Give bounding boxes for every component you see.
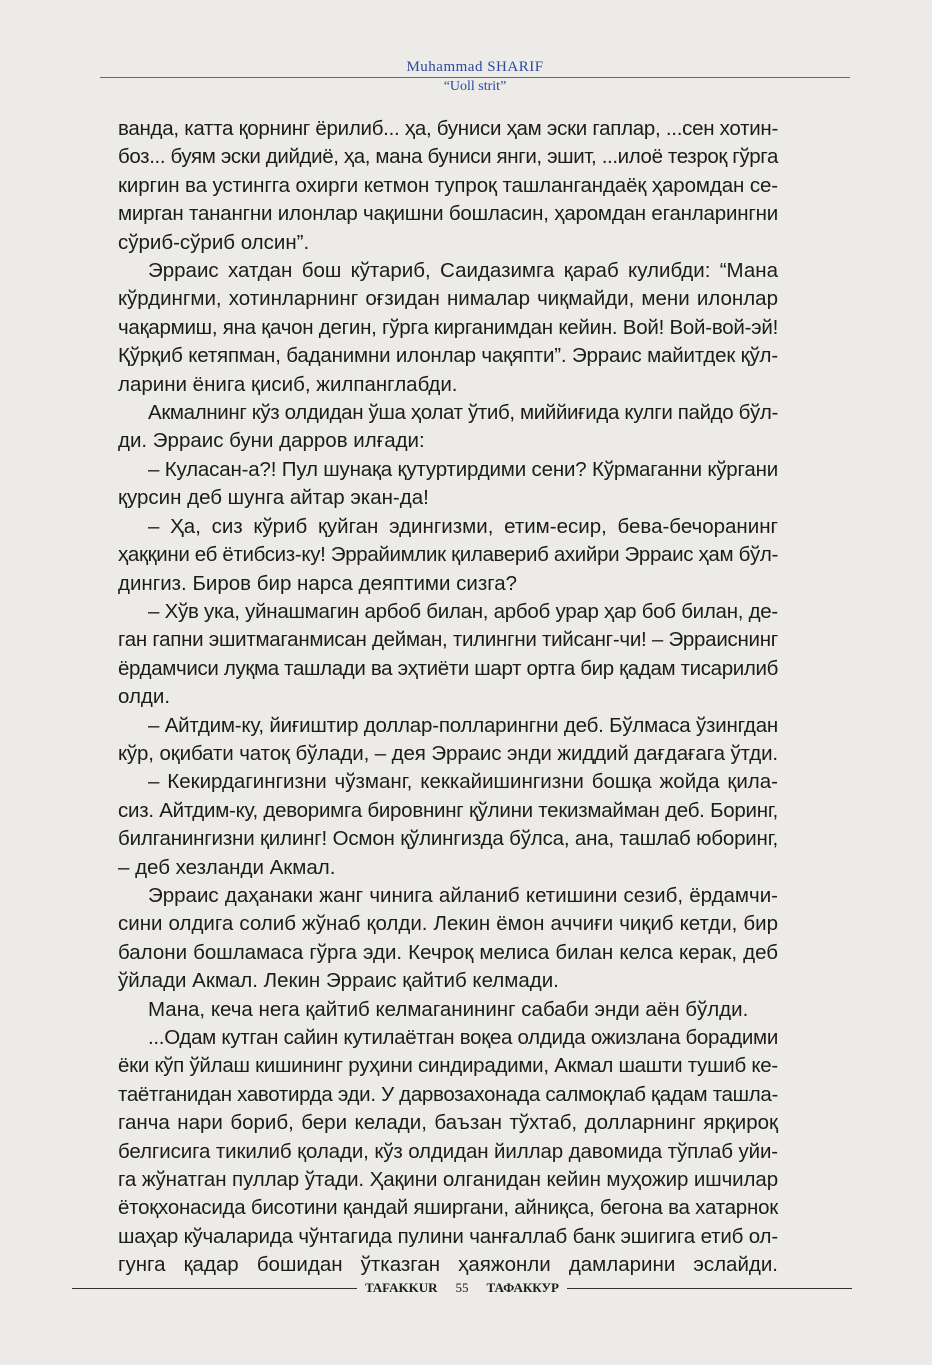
text-line: – Кекирдагингизни чўзманг, кеккайишингизни бошқа жойда қила- (148, 770, 778, 794)
text-line: боз... буям эски дийдиё, ҳа, мана буниси янги, эшит, ...илоё тезроқ гўрга (118, 145, 778, 169)
text-line: дингиз. Биров бир нарса деяптими сизга? (118, 571, 518, 595)
text-line: Мана, кеча нега қайтиб келмаганининг сабаби энди аён бўлди. (148, 997, 749, 1021)
text-line: белгисига тикилиб қолади, кўз олдидан йиллар давомида тўплаб уйи- (118, 1139, 779, 1163)
text-line: сини олдига солиб жўнаб қолди. Лекин ёмон аччиғи чиқиб кетди, бир (118, 912, 778, 936)
text-line: ванда, катта қорнинг ёрилиб... ҳа, буниси ҳам эски гаплар, ...сен хотин- (118, 117, 778, 140)
text-line: – Хўв ука, уйнашмагин арбоб билан, арбоб урар ҳар боб билан, де- (148, 599, 778, 623)
text-line: ўйлади Акмал. Лекин Эрраис қайтиб келмади. (118, 969, 559, 993)
text-line: кўр, оқибати чатоқ бўлади, – дея Эрраис энди жиддий дағдағага ўтди. (118, 741, 779, 765)
text-line: мирган танангни илонлар чақишни бошласин, ҳаромдан еганларингни (118, 202, 778, 226)
header-rule (100, 77, 850, 78)
text-line: – деб хезланди Акмал. (118, 855, 336, 879)
header-subtitle: “Uoll strit” (443, 79, 507, 94)
text-line: сўриб-сўриб олсин”. (118, 230, 310, 254)
text-line: олди. (118, 685, 171, 709)
footer-label-latin: TAFAKKUR (365, 1280, 438, 1295)
text-line: Қўрқиб кетяпман, баданимни илонлар чақяпти”. Эрраис майитдек қўл- (118, 344, 778, 368)
text-line: кўрдингми, хотинларнинг оғзидан нималар чиқмайди, мени илонлар (118, 287, 778, 311)
text-line: қурсин деб шунга айтар экан-да! (118, 486, 429, 510)
text-line: таётганидан хавотирда эди. У дарвозахонада салмоқлаб қадам ташла- (118, 1082, 778, 1106)
text-line: ди. Эрраис буни дарров илғади: (118, 429, 425, 453)
running-header (100, 58, 850, 95)
text-line: чақармиш, яна қачон дегин, гўрга кирганимдан кейин. Вой! Вой-вой-эй! (118, 315, 779, 339)
page-number: 55 (455, 1280, 469, 1295)
text-line: киргин ва устингга охирги кетмон тупроқ ташлангандаёқ ҳаромдан се- (118, 173, 778, 197)
text-line: шаҳар кўчаларида чўнтагида пулини чанғаллаб банк эшигига етиб ол- (118, 1224, 778, 1248)
text-line: ҳаққини еб ётибсиз-ку! Эррайимлик қилавериб ахийри Эрраис ҳам бўл- (118, 543, 778, 567)
text-line: билганингизни қилинг! Осмон қўлингизда бўлса, ана, ташлаб юборинг, (118, 827, 779, 851)
text-line: Эрраис хатдан бош кўтариб, Саидазимга қараб кулибди: “Мана (148, 259, 778, 283)
text-line: гунга қадар бошидан ўтказган ҳаяжонли дамларини эслайди. (118, 1253, 778, 1277)
text-line: – Куласан-а?! Пул шунақа қутуртирдими сени? Кўрмаганни кўргани (148, 457, 779, 481)
footer-label-cyrillic: ТАФАККУР (486, 1280, 559, 1295)
text-line: ларини ёнига қисиб, жилпанглабди. (118, 372, 458, 396)
text-line: – Айтдим-ку, йиғиштир доллар-полларингни деб. Бўлмаса ўзингдан (148, 713, 779, 737)
page-footer (72, 1278, 852, 1298)
text-line: ётоқхонасида бисотини қандай яширгани, айниқса, бегона ва хатарнок (118, 1196, 779, 1220)
body-text (118, 115, 778, 1280)
text-line: Эрраис даҳанаки жанг чинига айланиб кетишини сезиб, ёрдамчи- (148, 883, 778, 907)
footer-rule-left (72, 1288, 357, 1289)
text-line: ган гапни эшитмаганмисан дейман, тилингни тийсанг-чи! – Эрраиснинг (118, 628, 778, 652)
text-line: га жўнатган пуллар ўтади. Ҳақини олганидан кейин муҳожир ишчилар (118, 1168, 779, 1192)
text-line: ёки кўп ўйлаш кишининг руҳини синдирадими, Акмал шашти тушиб ке- (118, 1054, 778, 1078)
text-line: ганча нари бориб, бери келади, баъзан тўхтаб, долларнинг ярқироқ (118, 1111, 778, 1135)
footer-rule-right (567, 1288, 852, 1289)
header-author: Muhammad SHARIF (406, 59, 544, 75)
text-line: – Ҳа, сиз кўриб қуйган эдингизми, етим-есир, бева-бечоранинг (148, 514, 778, 538)
text-line: сиз. Айтдим-ку, деворимга бировнинг қўлини текизмайман деб. Боринг, (118, 798, 778, 822)
text-line: ...Одам кутган сайин кутилаётган воқеа олдида ожизлана борадими (148, 1026, 778, 1049)
text-line: балони бошламаса гўрга эди. Кечроқ мелиса билан келса керак, деб (118, 940, 778, 964)
text-line: ёрдамчиси луқма ташлади ва эҳтиёти шарт ортга бир қадам тисарилиб (118, 656, 778, 680)
text-line: Акмалнинг кўз олдидан ўша ҳолат ўтиб, миййиғида кулги пайдо бўл- (148, 401, 779, 425)
